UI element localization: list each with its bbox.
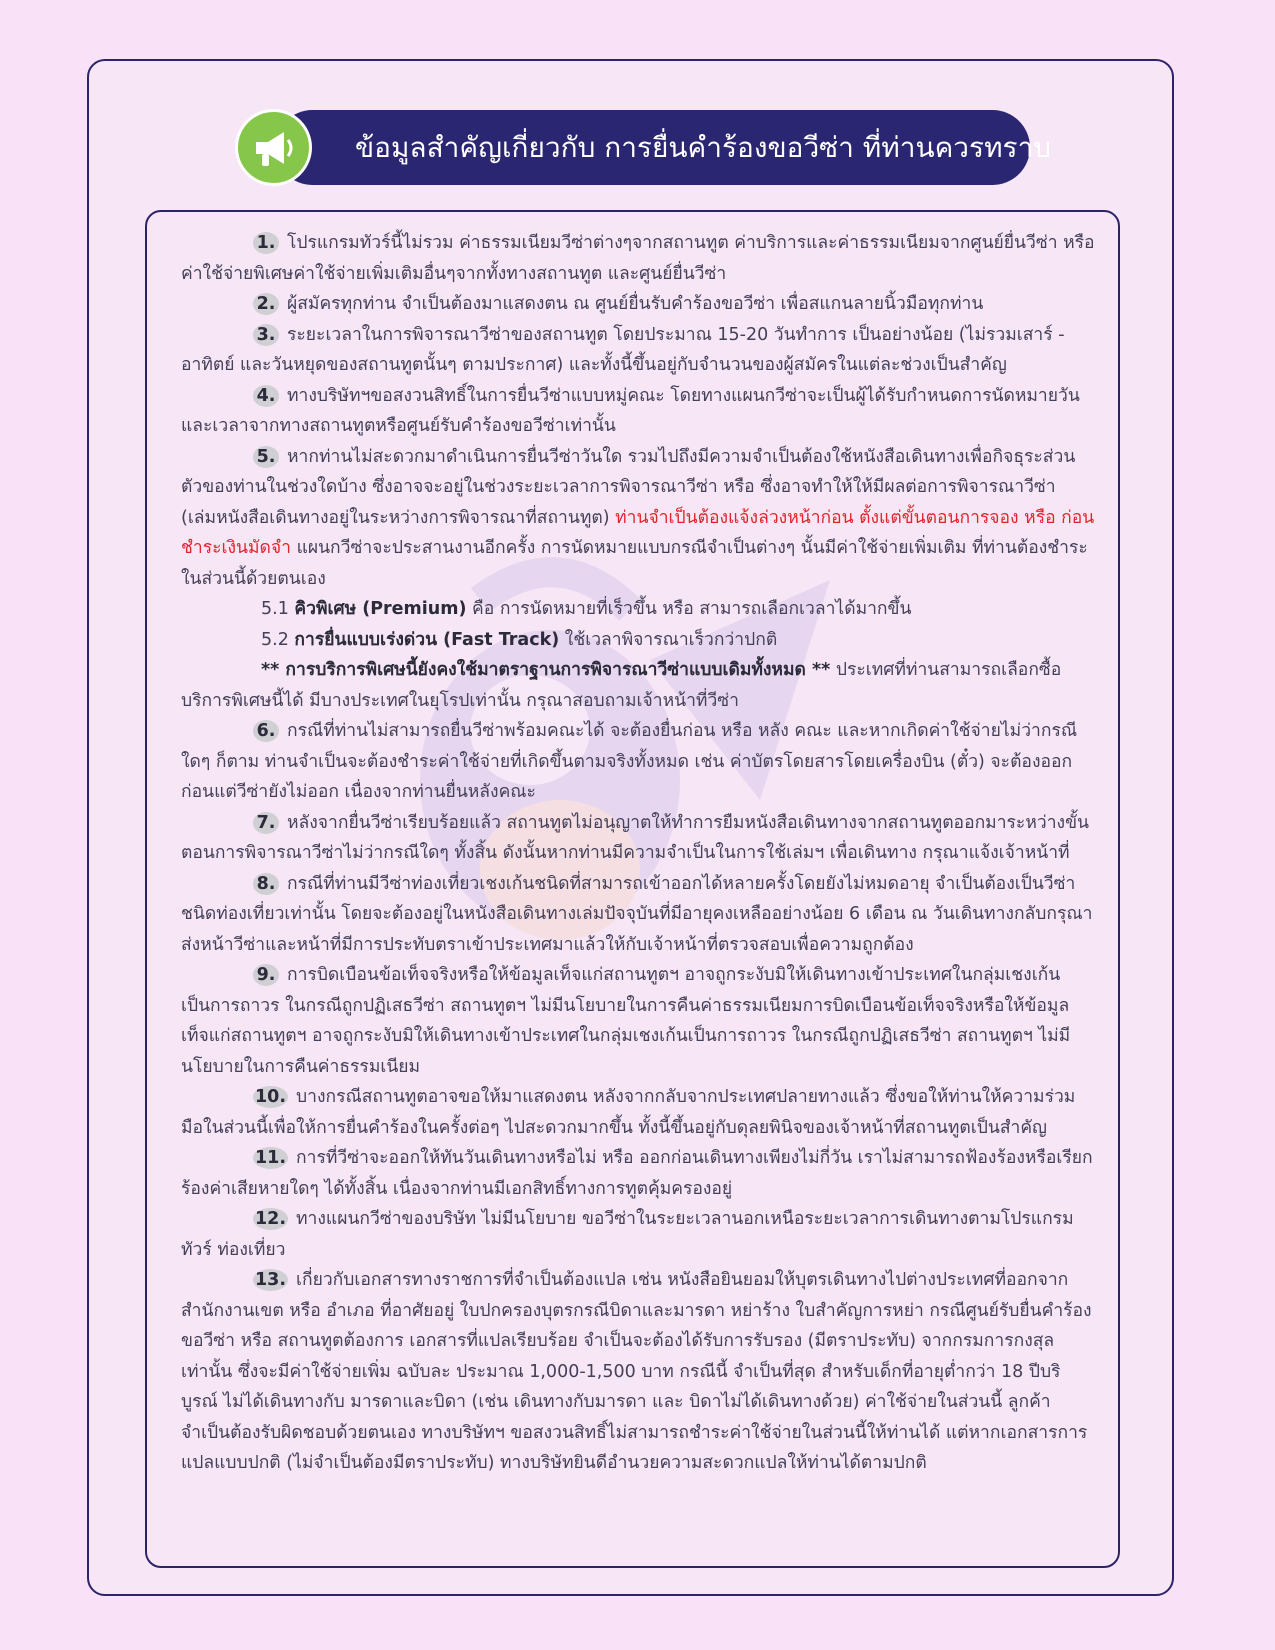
list-item [181, 289, 1096, 320]
list-item [181, 228, 1096, 289]
list-item [181, 1204, 1096, 1265]
premium-note [181, 655, 1096, 716]
item-text: การบิดเบือนข้อเท็จจริงหรือให้ข้อมูลเท็จแก่สถานทูตฯ อาจถูกระงับมิให้เดินทางเข้าประเทศในกลุ่มเชงเก้นเป็นการถาวร ในกรณีถูกปฏิเสธวีซ่า สถานทูตฯ ไม่มีนโยบายในการคืนค่าธรรมเนียมการบิดเบือนข้อเท็จจริงหรือให้ข้อมูลเท็จแก่สถานทูตฯ อาจถูกระงับมิให้เดินทางเข้าประเทศในกลุ่มเชงเก้นเป็นการถาวร ในกรณีถูกปฏิเสธวีซ่า สถานทูตฯ ไม่มีนโยบายในการคืนค่าธรรมเนียม [181, 965, 1071, 1077]
list-item [181, 320, 1096, 381]
item-text: แผนกวีซ่าจะประสานงานอีกครั้ง การนัดหมายแบบกรณีจำเป็นต่างๆ นั้นมีค่าใช้จ่ายเพิ่มเติม ที่ท่านต้องชำระในส่วนนี้ด้วยตนเอง [181, 538, 1088, 589]
sub-item-title: คิวพิเศษ (Premium) [294, 599, 467, 619]
list-item [181, 1143, 1096, 1204]
item-number: 6. [253, 720, 279, 742]
item-number: 7. [253, 812, 279, 834]
item-text: ทางแผนกวีซ่าของบริษัท ไม่มีนโยบาย ขอวีซ่าในระยะเวลานอกเหนือระยะเวลาการเดินทางตามโปรแกรมทัวร์ ท่องเที่ยว [181, 1209, 1074, 1260]
megaphone-icon [235, 109, 312, 186]
item-text: ระยะเวลาในการพิจารณาวีซ่าของสถานทูต โดยประมาณ 15-20 วันทำการ เป็นอย่างน้อย (ไม่รวมเสาร์ - อาทิตย์ และวันหยุดของสถานทูตนั้นๆ ตามประกาศ) และทั้งนี้ขึ้นอยู่กับจำนวนของผู้สมัครในแต่ละช่วงเป็นสำคัญ [181, 324, 1065, 375]
item-text: หลังจากยื่นวีซ่าเรียบร้อยแล้ว สถานทูตไม่อนุญาตให้ทำการยืมหนังสือเดินทางจากสถานทูตออกมาระหว่างขั้นตอนการพิจารณาวีซ่าไม่ว่ากรณีใดๆ ทั้งสิ้น ดังนั้นหากท่านมีความจำเป็นในการใช้เล่มฯ เพื่อเดินทาง กรุณาแจ้งเจ้าหน้าที่ [181, 812, 1089, 863]
header-banner [235, 110, 1052, 185]
item-text: เกี่ยวกับเอกสารทางราชการที่จำเป็นต้องแปล เช่น หนังสือยินยอมให้บุตรเดินทางไปต่างประเทศที่ออกจากสำนักงานเขต หรือ อำเภอ ที่อาศัยอยู่ ใบปกครองบุตรกรณีบิดาและมารดา หย่าร้าง ใบสำคัญการหย่า กรณีศูนย์รับยื่นคำร้องขอวีซ่า หรือ สถานทูตต้องการ เอกสารที่แปลเรียบร้อย จำเป็นจะต้องได้รับการรับรอง (มีตราประทับ) จากกรมการกงสุลเท่านั้น ซึ่งจะมีค่าใช้จ่ายเพิ่ม ฉบับละ ประมาณ 1,000-1,500 บาท กรณีนี้ จำเป็นที่สุด สำหรับเด็กที่อายุต่ำกว่า 18 ปีบริบูรณ์ ไม่ได้เดินทางกับ มารดาและบิดา (เช่น เดินทางกับมารดา และ บิดาไม่ได้เดินทางด้วย) ค่าใช้จ่ายในส่วนนี้ ลูกค้าจำเป็นต้องรับผิดชอบด้วยตนเอง ทางบริษัทฯ ขอสงวนสิทธิ์ไม่สามารถชำระค่าใช้จ่ายในส่วนนี้ให้ท่านได้ แต่หากเอกสารการแปลแบบปกติ (ไม่จำเป็นต้องมีตราประทับ) ทางบริษัทยินดีอำนวยความสะดวกแปลให้ท่านได้ตามปกติ [181, 1270, 1092, 1473]
list-item [181, 869, 1096, 961]
item-number: 11. [255, 1148, 287, 1168]
item-text: ทางบริษัทฯขอสงวนสิทธิ์ในการยื่นวีซ่าแบบหมู่คณะ โดยทางแผนกวีซ่าจะเป็นผู้ได้รับกำหนดการนัดหมายวัน และเวลาจากทางสถานทูตหรือศูนย์รับคำร้องขอวีซ่าเท่านั้น [181, 385, 1080, 436]
item-text: หากท่านไม่สะดวกมาดำเนินการยื่นวีซ่าวันใด รวมไปถึงมีความจำเป็นต้องใช้หนังสือเดินทางเพื่อกิจธุระส่วนตัวของท่านในช่วงใดบ้าง ซึ่งอาจจะอยู่ในช่วงระยะเวลาการพิจารณาวีซ่า หรือ ซึ่งอาจทำให้ให้มีผลต่อการพิจารณาวีซ่า (เล่มหนังสือเดินทางอยู่ในระหว่างการพิจารณาที่สถานทูต) [181, 446, 1076, 528]
list-item [181, 381, 1096, 442]
sub-item-number: 5.2 [261, 629, 289, 650]
sub-item-title: การยื่นแบบเร่งด่วน (Fast Track) [294, 629, 560, 650]
page-title: ข้อมูลสำคัญเกี่ยวกับ การยื่นคำร้องขอวีซ่า ที่ท่านควรทราบ [355, 131, 1052, 164]
sub-item [181, 625, 1096, 656]
item-number: 2. [253, 293, 279, 315]
item-number: 1. [253, 232, 279, 254]
item-text: ผู้สมัครทุกท่าน จำเป็นต้องมาแสดงตน ณ ศูนย์ยื่นรับคำร้องขอวีซ่า เพื่อสแกนลายนิ้วมือทุกท่าน [287, 294, 984, 314]
item-text: บางกรณีสถานทูตอาจขอให้มาแสดงตน หลังจากกลับจากประเทศปลายทางแล้ว ซึ่งขอให้ท่านให้ความร่วมมือในส่วนนี้เพื่อให้การยื่นคำร้องในครั้งต่อๆ ไปสะดวกมากขึ้น ทั้งนี้ขึ้นอยู่กับดุลยพินิจของเจ้าหน้าที่สถานทูตเป็นสำคัญ [181, 1087, 1076, 1138]
list-item [181, 716, 1096, 808]
item-number: 12. [255, 1209, 287, 1229]
item-number: 8. [253, 873, 279, 895]
item-number: 4. [253, 385, 279, 407]
note-text: ประเทศที่ท่านสามารถเลือกซื้อบริการพิเศษนี้ได้ มีบางประเทศในยุโรปเท่านั้น กรุณาสอบถามเจ้าหน้าที่วีซ่า [181, 660, 1062, 711]
item-number: 5. [253, 446, 279, 468]
list-item [181, 960, 1096, 1082]
header-bar [275, 110, 1052, 185]
note-title: ** การบริการพิเศษนี้ยังคงใช้มาตราฐานการพิจารณาวีซ่าแบบเดิมทั้งหมด ** [261, 660, 831, 680]
item-number: 3. [253, 324, 279, 346]
visa-info-list [181, 228, 1096, 1479]
sub-item-number: 5.1 [261, 599, 289, 619]
sub-item-text: คือ การนัดหมายที่เร็วขึ้น หรือ สามารถเลือกเวลาได้มากขึ้น [472, 599, 912, 619]
list-item [181, 1082, 1096, 1143]
sub-item [181, 594, 1096, 625]
item-number: 9. [253, 964, 279, 986]
item-text: กรณีที่ท่านมีวีซ่าท่องเที่ยวเชงเก้นชนิดที่สามารถเข้าออกได้หลายครั้งโดยยังไม่หมดอายุ จำเป็นต้องเป็นวีซ่าชนิดท่องเที่ยวเท่านั้น โดยจะต้องอยู่ในหนังสือเดินทางเล่มปัจจุบันที่มีอายุคงเหลืออย่างน้อย 6 เดือน ณ วันเดินทางกลับกรุณาส่งหน้าวีซ่าและหน้าที่มีการประทับตราเข้าประเทศมาแล้วให้กับเจ้าหน้าที่ตรวจสอบเพื่อความถูกต้อง [181, 873, 1093, 955]
item-text: โปรแกรมทัวร์นี้ไม่รวม ค่าธรรมเนียมวีซ่าต่างๆจากสถานทูต ค่าบริการและค่าธรรมเนียมจากศูนย์ยื่นวีซ่า หรือค่าใช้จ่ายพิเศษค่าใช้จ่ายเพิ่มเติมอื่นๆจากทั้งทางสถานทูต และศูนย์ยื่นวีซ่า [181, 233, 1095, 284]
item-text: การที่วีซ่าจะออกให้ทันวันเดินทางหรือไม่ หรือ ออกก่อนเดินทางเพียงไม่กี่วัน เราไม่สามารถฟ้องร้องหรือเรียกร้องค่าเสียหายใดๆ ได้ทั้งสิ้น เนื่องจากท่านมีเอกสิทธิ์ทางการทูตคุ้มครองอยู่ [181, 1148, 1093, 1199]
list-item [181, 442, 1096, 595]
sub-item-text: ใช้เวลาพิจารณาเร็วกว่าปกติ [564, 629, 778, 650]
list-item [181, 808, 1096, 869]
item-number: 10. [255, 1087, 287, 1107]
item-number: 13. [255, 1270, 287, 1290]
list-item [181, 1265, 1096, 1479]
item-text: กรณีที่ท่านไม่สามารถยื่นวีซ่าพร้อมคณะได้ จะต้องยื่นก่อน หรือ หลัง คณะ และหากเกิดค่าใช้จ่ายไม่ว่ากรณีใดๆ ก็ตาม ท่านจำเป็นจะต้องชำระค่าใช้จ่ายที่เกิดขึ้นตามจริงทั้งหมด เช่น ค่าบัตรโดยสารโดยเครื่องบิน (ตั๋ว) จะต้องออกก่อนแต่วีซ่ายังไม่ออก เนื่องจากท่านยื่นหลังคณะ [181, 721, 1078, 802]
warning-text: ท่านจำเป็นต้องแจ้งล่วงหน้าก่อน ตั้งแต่ขั้นตอนการจอง หรือ ก่อนชำระเงินมัดจำ [181, 507, 1095, 558]
